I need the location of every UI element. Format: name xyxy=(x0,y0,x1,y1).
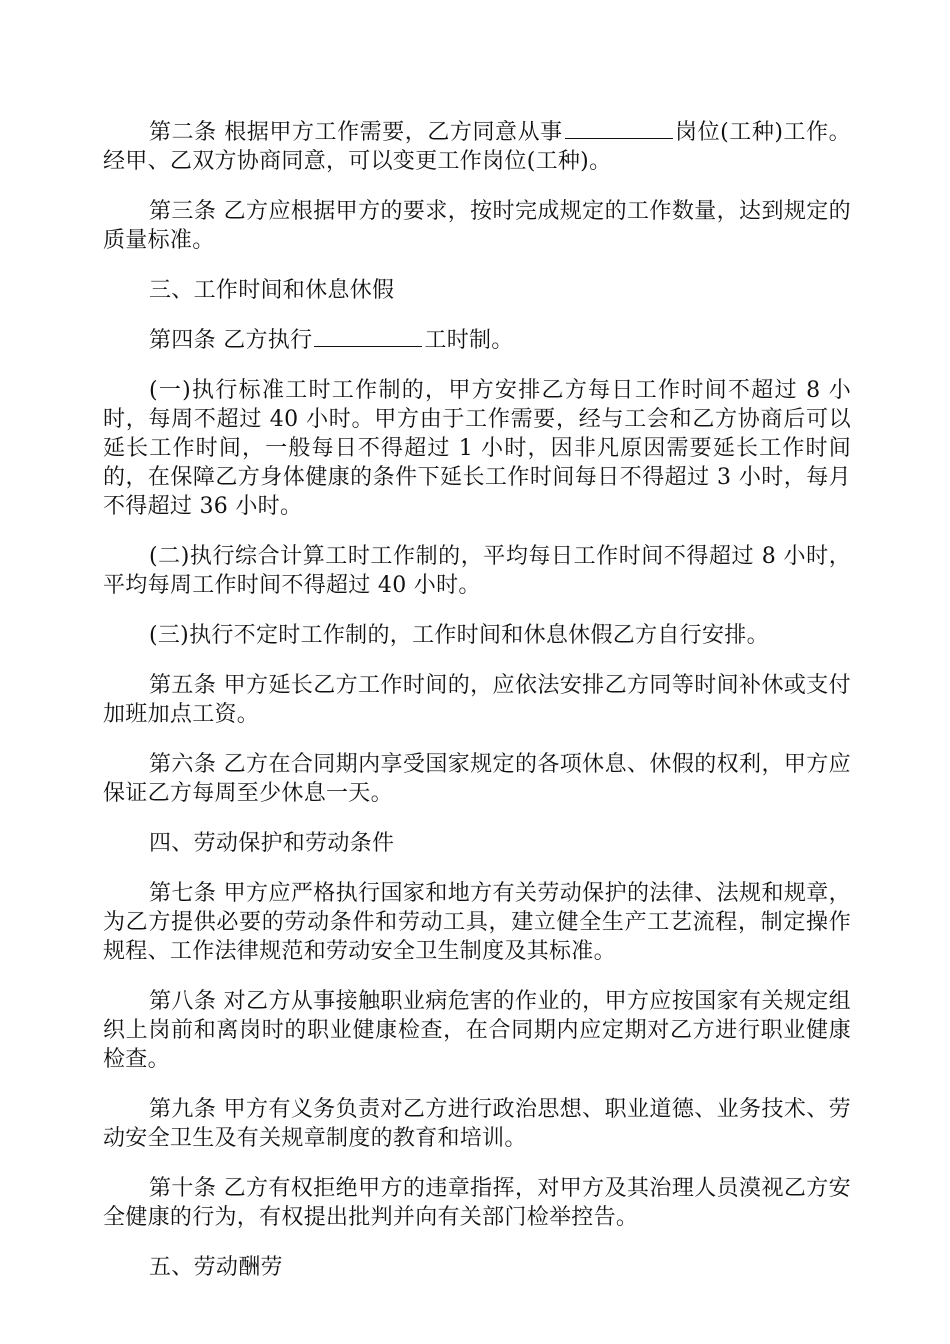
article-4-text-before: 第四条 乙方执行 xyxy=(149,328,313,353)
section-3-heading: 三、工作时间和休息休假 xyxy=(149,278,395,303)
article-4-text-after: 工时制。 xyxy=(424,328,514,353)
article-5-paragraph: 第五条 甲方延长乙方工作时间的，应依法安排乙方同等时间补休或支付加班加点工资。 xyxy=(103,673,851,727)
article-2-text-before: 第二条 根据甲方工作需要，乙方同意从事 xyxy=(149,120,563,145)
section-5-heading: 五、劳动酬劳 xyxy=(149,1255,283,1280)
article-2-text-after: 岗位(工种)工作。经甲、乙双方协商同意，可以变更工作岗位(工种)。 xyxy=(103,120,851,174)
article-7-paragraph: 第七条 甲方应严格执行国家和地方有关劳动保护的法律、法规和规章，为乙方提供必要的劳动条件和劳动工具，建立健全生产工艺流程，制定操作规程、工作法律规范和劳动安全卫生制度及其标准。 xyxy=(103,881,851,964)
document-page xyxy=(103,118,851,1303)
article-4-item-2: (二)执行综合计算工时工作制的，平均每日工作时间不得超过 8 小时，平均每周工作时间不得超过 40 小时。 xyxy=(103,544,851,598)
job-position-blank xyxy=(565,118,673,139)
article-4-item-1: (一)执行标准工时工作制的，甲方安排乙方每日工作时间不超过 8 小时，每周不超过 40 小时。甲方由于工作需要，经与工会和乙方协商后可以延长工作时间，一般每日不得超过 1 小时，因非凡原因需要延长工作时间的，在保障乙方身体健康的条件下延长工作时间每日不得超过 3 小时，每月不得超过 36 小时。 xyxy=(103,378,851,519)
article-3-paragraph: 第三条 乙方应根据甲方的要求，按时完成规定的工作数量，达到规定的质量标准。 xyxy=(103,199,851,253)
article-2-paragraph xyxy=(103,118,851,176)
article-9-paragraph: 第九条 甲方有义务负责对乙方进行政治思想、职业道德、业务技术、劳动安全卫生及有关规章制度的教育和培训。 xyxy=(103,1097,851,1151)
article-6-paragraph: 第六条 乙方在合同期内享受国家规定的各项休息、休假的权利，甲方应保证乙方每周至少休息一天。 xyxy=(103,752,851,806)
section-4-heading: 四、劳动保护和劳动条件 xyxy=(149,831,395,856)
working-hours-system-blank xyxy=(314,326,422,347)
article-4-item-3: (三)执行不定时工作制的，工作时间和休息休假乙方自行安排。 xyxy=(149,623,769,648)
article-8-paragraph: 第八条 对乙方从事接触职业病危害的作业的，甲方应按国家有关规定组织上岗前和离岗时的职业健康检查，在合同期内应定期对乙方进行职业健康检查。 xyxy=(103,989,851,1072)
article-10-paragraph: 第十条 乙方有权拒绝甲方的违章指挥，对甲方及其治理人员漠视乙方安全健康的行为，有权提出批判并向有关部门检举控告。 xyxy=(103,1176,851,1230)
article-4-paragraph xyxy=(103,326,851,355)
